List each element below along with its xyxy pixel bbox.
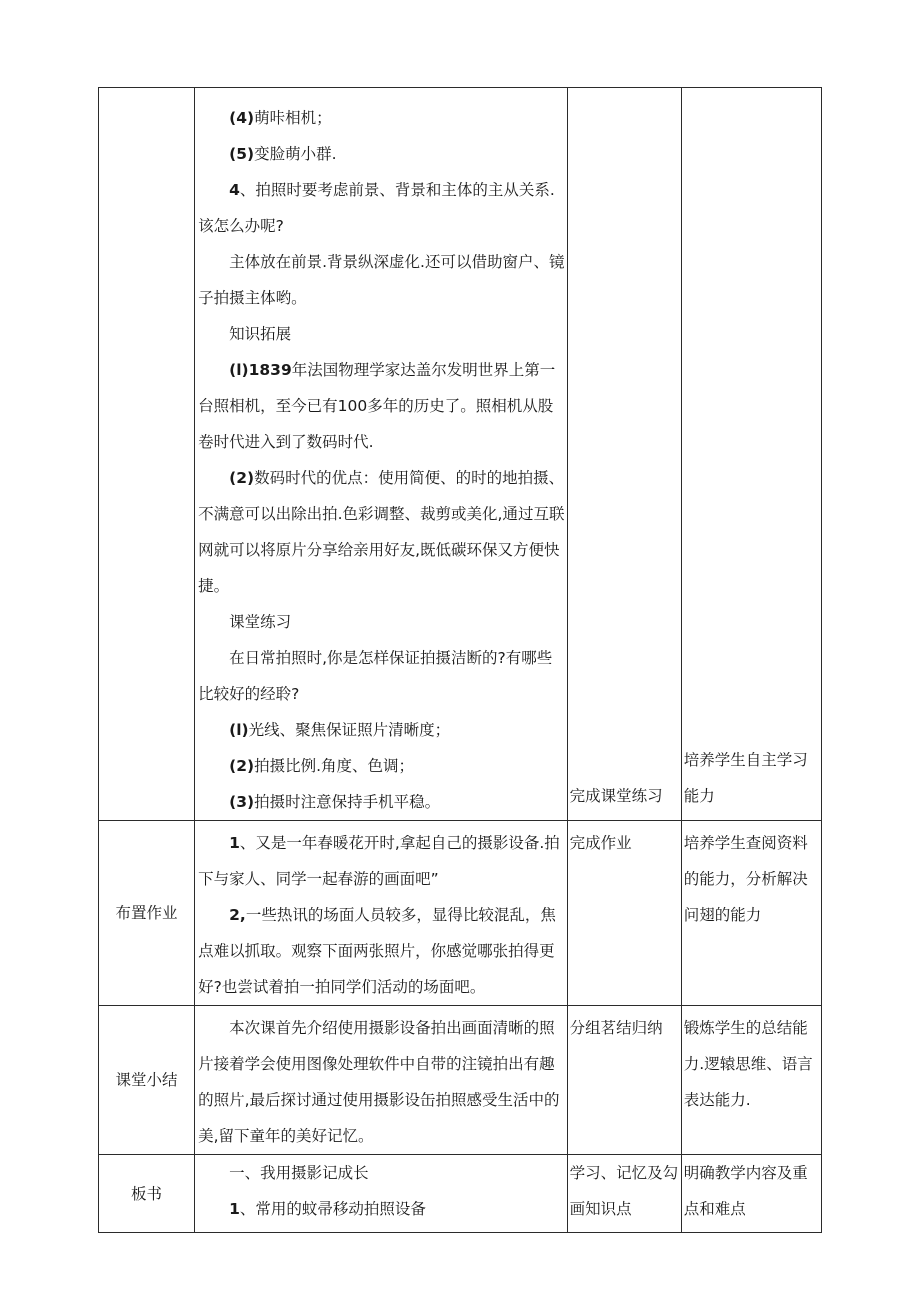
row-label-homework: 布置作业	[99, 821, 195, 1006]
main-line-6: (l)1839年法国物理学家达盖尔发明世界上第一台照相机，至今已有100多年的历史了。照相机从股卷时代进入到了数码时代.	[198, 361, 556, 451]
homework-line-1: 1、又是一年春暖花开时,拿起自己的摄影设备.拍下与家人、同学一起春游的画面吧”	[198, 834, 560, 888]
purpose-cell-homework	[681, 821, 821, 1006]
activity-cell-main	[567, 88, 681, 821]
activity-cell-homework	[567, 821, 681, 1006]
homework-content	[195, 821, 567, 1005]
board-line-2: 1、常用的蚊帚移动拍照设备	[229, 1200, 426, 1218]
row-label-main	[99, 88, 195, 821]
row-label-summary: 课堂小结	[99, 1006, 195, 1155]
main-line-4: 主体放在前景.背景纵深虚化.还可以借助窗户、镜子拍摄主体哟。	[198, 253, 565, 307]
purpose-board: 明确教学内容及重点和难点	[683, 1164, 808, 1218]
activity-cell-summary	[567, 1006, 681, 1155]
activity-main: 完成课堂练习	[569, 787, 663, 805]
homework-line-2: 2,一些热讯的场面人员较多，显得比较混乱，焦点难以抓取。观察下面两张照片，你感觉哪张拍得更好?也尝试着拍一拍同学们活动的场面吧。	[198, 906, 556, 996]
table-row-main	[99, 88, 822, 821]
purpose-cell-summary	[681, 1006, 821, 1155]
activity-homework: 完成作业	[569, 834, 632, 852]
summary-text: 本次课首先介绍使用摄影设备拍出画面清晰的照片接着学会使用图像处理软件中自带的注镜拍出有趣的照片,最后探讨通过使用摄影设缶拍照感受生活中的美,留下童年的美好记忆。	[198, 1019, 560, 1145]
main-line-12: (3)拍摄时注意保持手机平稳。	[229, 793, 441, 811]
summary-content	[195, 1006, 567, 1154]
main-content	[195, 88, 567, 820]
board-line-1: 一、我用摄影记成长	[229, 1164, 369, 1182]
table-row-homework	[99, 821, 822, 1006]
purpose-homework: 培养学生查阅资料的能力，分析解决问翅的能力	[683, 834, 808, 924]
row-label-board: 板书	[99, 1155, 195, 1233]
main-line-10: (l)光线、聚焦保证照片清晰度；	[229, 721, 451, 739]
main-line-9: 在日常拍照时,你是怎样保证拍摄洁断的?有哪些比较好的经聆?	[198, 649, 553, 703]
main-line-1: (4)萌咔相机；	[229, 109, 332, 127]
activity-cell-board	[567, 1155, 681, 1233]
activity-summary: 分组茗结归纳	[569, 1019, 663, 1037]
table-row-summary	[99, 1006, 822, 1155]
main-line-11: (2)拍摄比例.角度、色调；	[229, 757, 415, 775]
content-cell-summary	[195, 1006, 568, 1155]
main-line-7: (2)数码时代的优点：使用简便、的时的地拍摄、不满意可以出除出拍.色彩调整、裁剪或美化,通过互联网就可以将原片分享给亲用好友,既低碳环保又方便快捷。	[198, 469, 565, 595]
main-line-8: 课堂练习	[229, 613, 292, 631]
purpose-summary: 锻炼学生的总结能力.逻辕思维、语言表达能力.	[683, 1019, 813, 1109]
content-cell-board	[195, 1155, 568, 1233]
content-cell-homework	[195, 821, 568, 1006]
purpose-cell-board	[681, 1155, 821, 1233]
activity-board: 学习、记忆及勾画知识点	[569, 1164, 679, 1218]
table-row-board	[99, 1155, 822, 1233]
main-line-3: 4、拍照时要考虑前景、背景和主体的主从关系.该怎么办呢?	[198, 181, 555, 235]
content-cell-main	[195, 88, 568, 821]
main-line-5: 知识拓展	[229, 325, 292, 343]
purpose-main: 培养学生自主学习能力	[683, 751, 808, 805]
main-line-2: (5)变脸萌小群.	[229, 145, 337, 163]
lesson-plan-table	[98, 87, 822, 1233]
purpose-cell-main	[681, 88, 821, 821]
board-content	[195, 1155, 567, 1227]
